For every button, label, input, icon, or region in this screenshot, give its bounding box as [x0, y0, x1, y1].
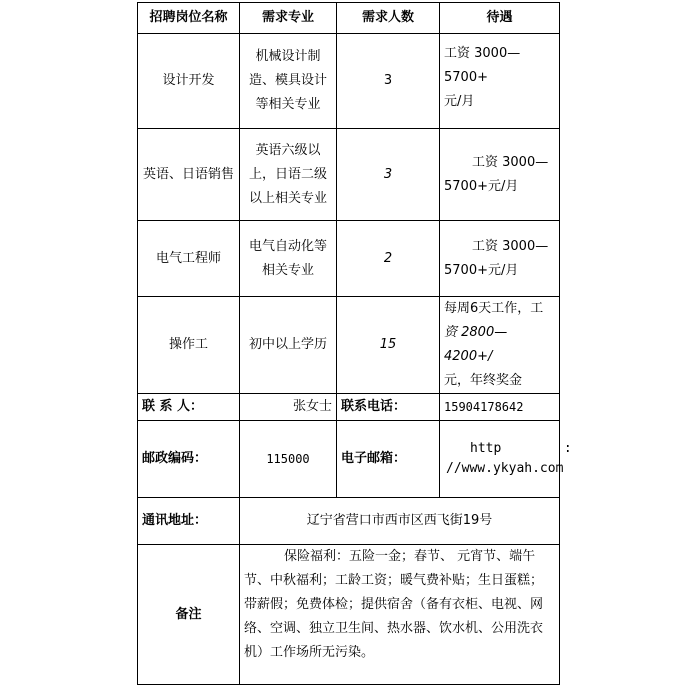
contact-row	[138, 394, 560, 421]
benefits-line: 元/月	[444, 94, 475, 109]
count-cell: 2	[337, 221, 440, 297]
major-line: 上，日语二级	[248, 166, 327, 182]
major-line: 电气自动化等	[248, 238, 327, 254]
notes-label: 备注	[138, 545, 240, 685]
benefits-line: 资 2800—4200+/	[444, 325, 508, 364]
position-cell: 英语、日语销售	[138, 129, 240, 221]
email-label: 电子邮箱：	[337, 421, 440, 498]
address-value: 辽宁省营口市西市区西飞街19号	[240, 498, 560, 545]
count-cell: 3	[337, 129, 440, 221]
header-benefits: 待遇	[440, 3, 560, 34]
major-cell	[240, 34, 337, 129]
benefits-line: 5700+元/月	[444, 262, 519, 278]
header-major: 需求专业	[240, 3, 337, 34]
benefits-line: 元，年终奖金	[444, 373, 523, 388]
major-line: 英语六级以	[255, 142, 321, 158]
major-cell	[240, 129, 337, 221]
major-line: 等相关专业	[255, 97, 321, 112]
benefits-cell	[440, 34, 560, 129]
benefits-line: 工资 3000—	[472, 238, 549, 254]
table-row	[138, 129, 560, 221]
position-cell: 设计开发	[138, 34, 240, 129]
benefits-line: 工资 3000—5700+	[444, 46, 521, 85]
major-line: 以上相关专业	[248, 190, 327, 206]
address-row	[138, 498, 560, 545]
benefits-line: 工资 3000—	[472, 154, 549, 170]
benefits-cell	[440, 297, 560, 394]
table-row	[138, 221, 560, 297]
contact-phone-label: 联系电话：	[337, 394, 440, 421]
header-position: 招聘岗位名称	[138, 3, 240, 34]
postal-label: 邮政编码：	[138, 421, 240, 498]
address-label: 通讯地址：	[138, 498, 240, 545]
postal-row	[138, 421, 560, 498]
benefits-cell	[440, 129, 560, 221]
recruitment-table	[137, 2, 572, 685]
benefits-line: 每周6天工作，工	[444, 301, 544, 316]
table-row	[138, 34, 560, 129]
email-line: http :	[470, 441, 572, 456]
contact-phone-value: 15904178642	[440, 394, 560, 421]
position-cell: 操作工	[138, 297, 240, 394]
count-cell: 15	[337, 297, 440, 394]
benefits-cell	[440, 221, 560, 297]
major-line: 造、模具设计	[248, 73, 327, 88]
contact-person-value: 张女士	[240, 394, 337, 421]
major-cell: 初中以上学历	[240, 297, 337, 394]
benefits-line: 5700+元/月	[444, 178, 519, 194]
major-cell	[240, 221, 337, 297]
notes-cell	[240, 545, 560, 685]
major-line: 相关专业	[261, 262, 314, 278]
major-line: 机械设计制	[255, 49, 321, 64]
notes-text: 保险福利：五险一金；春节、 元宵节、端午节、中秋福利；工龄工资；暖气费补贴；生日蛋糕；带薪假；免费体检；提供宿舍（备有衣柜、电视、网络、空调、独立卫生间、热水器、饮水机、公用洗衣机）工作场所无污染。	[244, 549, 544, 660]
table-row	[138, 297, 560, 394]
header-count: 需求人数	[337, 3, 440, 34]
contact-person-label: 联 系 人：	[138, 394, 240, 421]
position-cell: 电气工程师	[138, 221, 240, 297]
count-cell: 3	[337, 34, 440, 129]
postal-value: 115000	[240, 421, 337, 498]
email-line: //www.ykyah.com	[446, 461, 564, 476]
notes-row	[138, 545, 560, 685]
header-row	[138, 3, 560, 34]
email-value	[440, 421, 572, 498]
